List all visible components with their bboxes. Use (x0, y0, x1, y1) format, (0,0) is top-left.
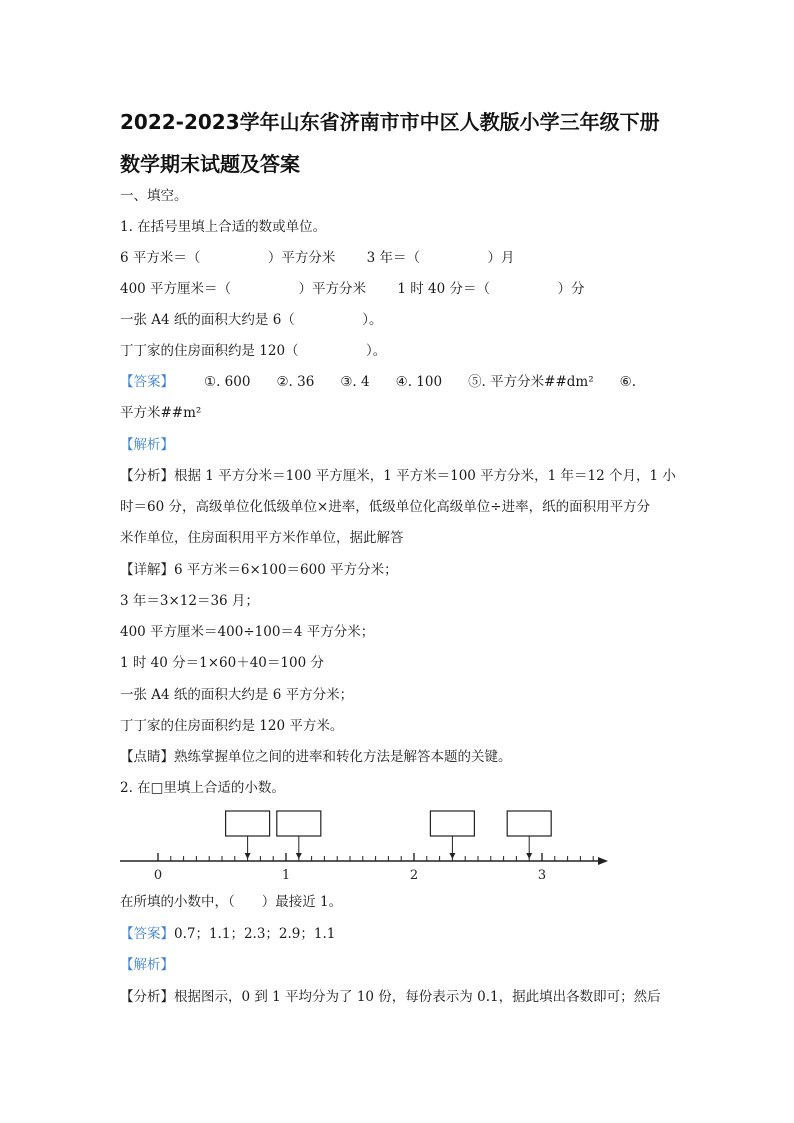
fenxi-tag: 【分析】 (120, 989, 174, 1005)
number-line-boxes (226, 811, 552, 859)
pointer-arrow-icon (449, 853, 455, 859)
q1-xiangjie-line4: 1 时 40 分＝1×60＋40＝100 分 (120, 655, 324, 671)
q1-row2: 400 平方厘米＝（ ）平方分米 1 时 40 分＝（ ）分 (120, 281, 585, 297)
answer-box[interactable] (430, 811, 474, 836)
q1-answer-line (120, 373, 636, 391)
answer-box[interactable] (277, 811, 321, 836)
q1-fenxi-line3: 米作单位，住房面积用平方米作单位，据此解答 (120, 530, 404, 546)
pointer-arrow-icon (526, 853, 532, 859)
q1-fenxi-line1 (120, 467, 676, 485)
analysis-tag: 【解析】 (120, 437, 174, 453)
q1-xiangjie-line6: 丁丁家的住房面积约是 120 平方米。 (120, 718, 344, 734)
answer-tag: 【答案】 (120, 374, 174, 390)
axis-label: 2 (409, 868, 419, 880)
dianjing-tag: 【点睛】 (120, 749, 174, 765)
axis-label: 3 (537, 868, 547, 880)
answer-item: ④. 100 (395, 374, 443, 390)
answer-item: ①. 600 (204, 374, 251, 390)
axis-label: 1 (281, 868, 291, 880)
q1-xiangjie-line5: 一张 A4 纸的面积大约是 6 平方分米； (120, 687, 354, 703)
answer-item: ③. 4 (340, 374, 370, 390)
answer-text: 0.7；1.1；2.3；2.9；1.1 (174, 926, 336, 942)
document-title-line2: 数学期末试题及答案 (120, 152, 300, 176)
q1-fenxi-line2: 时＝60 分，高级单位化低级单位×进率，低级单位化高级单位÷进率，纸的面积用平方分 (120, 499, 651, 515)
q1-answer-cont: 平方米##m² (120, 405, 202, 421)
number-line-labels (154, 868, 546, 880)
answer-tag: 【答案】 (120, 926, 174, 942)
fenxi-text: 根据 1 平方分米＝100 平方厘米，1 平方米＝100 平方分米，1 年＝12 个月，1 小 (174, 468, 676, 484)
answer-item: ⑤. 平方分米##dm² (468, 374, 594, 390)
xiangjie-tag: 【详解】 (120, 562, 174, 578)
answer-box[interactable] (226, 811, 270, 836)
q1-xiangjie-line2: 3 年＝3×12＝36 月； (120, 593, 259, 609)
dianjing-text: 熟练掌握单位之间的进率和转化方法是解答本题的关键。 (174, 749, 512, 765)
axis-label: 0 (153, 868, 163, 880)
section-heading: 一、填空。 (120, 188, 188, 204)
pointer-arrow-icon (245, 853, 251, 859)
q1-xiangjie-line1 (120, 561, 398, 579)
q1-xiangjie-line3: 400 平方厘米＝400÷100＝4 平方分米； (120, 624, 375, 640)
analysis-tag: 【解析】 (120, 957, 174, 973)
answer-item: ⑥. (619, 374, 637, 390)
q2-answer-line (120, 925, 335, 943)
number-line-figure (118, 808, 618, 880)
q2-stem: 2. 在□里填上合适的小数。 (120, 780, 285, 796)
answer-box[interactable] (507, 811, 551, 836)
number-line-arrow-icon (598, 857, 608, 865)
q1-row3: 一张 A4 纸的面积大约是 6（ ）。 (120, 312, 383, 328)
xiangjie-text: 6 平方米＝6×100＝600 平方分米； (174, 562, 398, 578)
pointer-arrow-icon (296, 853, 302, 859)
answer-item: ②. 36 (276, 374, 315, 390)
q1-dianjing-line (120, 748, 512, 766)
q1-row4: 丁丁家的住房面积约是 120（ ）。 (120, 343, 387, 359)
q2-fenxi-line1 (120, 988, 661, 1006)
fenxi-text: 根据图示，0 到 1 平均分为了 10 份，每份表示为 0.1，据此填出各数即可；然后 (174, 989, 661, 1005)
q1-stem: 1. 在括号里填上合适的数或单位。 (120, 219, 327, 235)
q1-row1: 6 平方米＝（ ）平方分米 3 年＝（ ）月 (120, 250, 515, 266)
fenxi-tag: 【分析】 (120, 468, 174, 484)
q2-closest: 在所填的小数中，（ ）最接近 1。 (120, 894, 343, 910)
document-title-line1: 2022-2023学年山东省济南市市中区人教版小学三年级下册 (120, 110, 660, 134)
